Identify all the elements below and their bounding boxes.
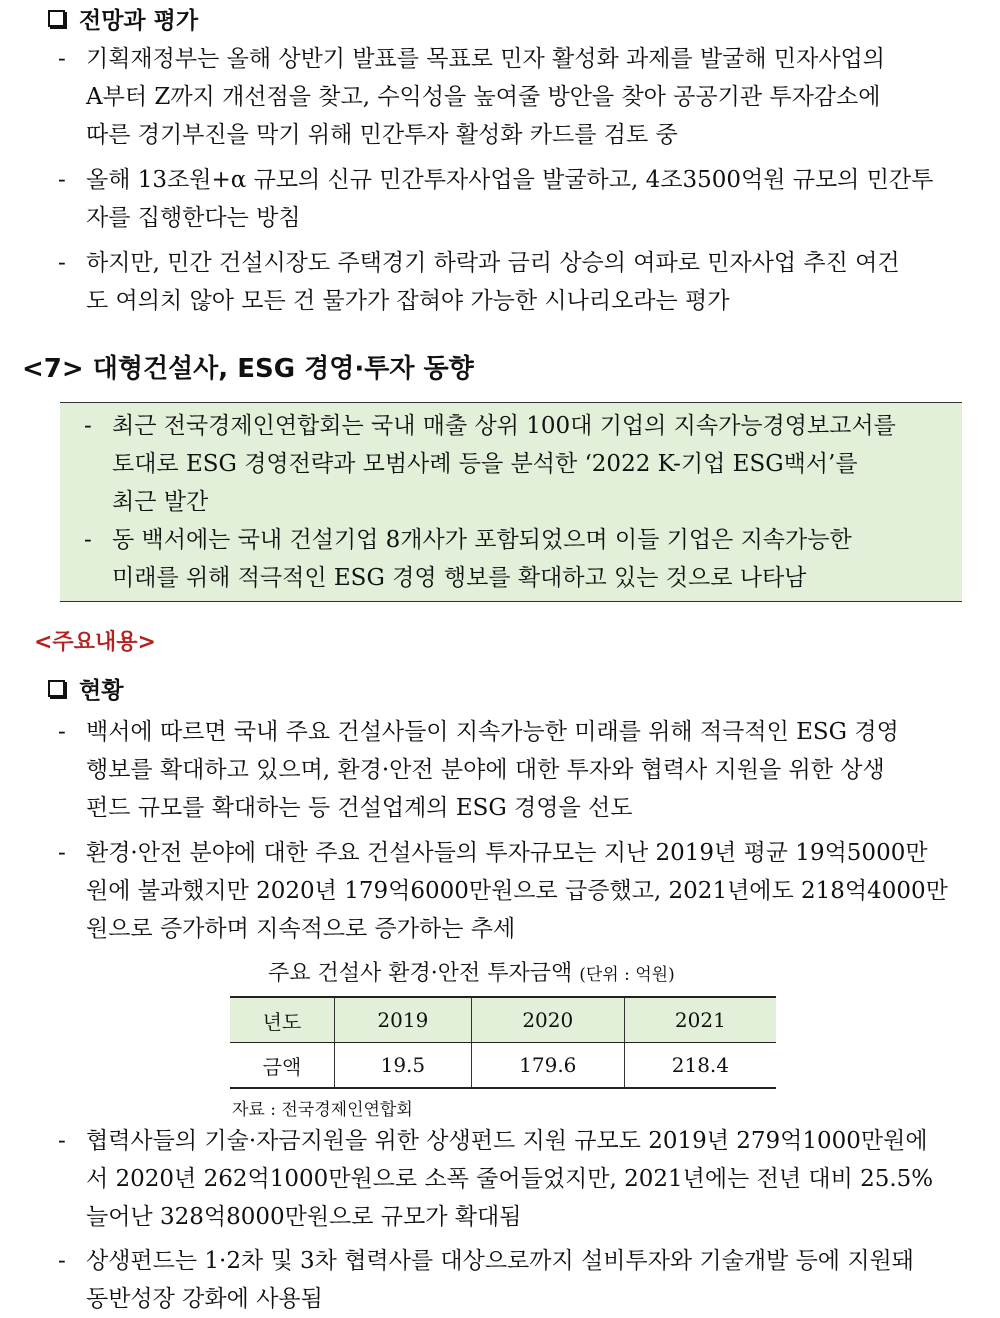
text-line: 원으로 증가하며 지속적으로 증가하는 추세 (86, 916, 516, 942)
text-line: 최근 전국경제인연합회는 국내 매출 상위 100대 기업의 지속가능경영보고서를 (112, 413, 896, 439)
table-caption-text: 주요 건설사 환경·안전 투자금액 (268, 961, 573, 986)
table-row (230, 1043, 776, 1089)
outlook-bullet-2: - 올해 13조원+α 규모의 신규 민간투자사업을 발굴하고, 4조3500억원 규모의 민간투 자를 집행한다는 방침 (58, 161, 933, 237)
table-unit: (단위 : 억원) (579, 965, 675, 985)
after-bullet-2: - 상생펀드는 1·2차 및 3차 협력사를 대상으로까지 설비투자와 기술개발 등에 지원돼 동반성장 강화에 사용됨 (58, 1242, 914, 1318)
text-line: 행보를 확대하고 있으며, 환경·안전 분야에 대한 투자와 협력사 지원을 위한 상생 (86, 757, 885, 783)
text-line: 서 2020년 262억1000만원으로 소폭 줄어들었지만, 2021년에는 전년 대비 25.5% (86, 1166, 934, 1192)
text-line: 토대로 ESG 경영전략과 모범사례 등을 분석한 ‘2022 K-기업 ESG백서’를 (112, 451, 858, 477)
outlook-bullet-3: - 하지만, 민간 건설시장도 주택경기 하락과 금리 상승의 여파로 민자사업 추진 여건 도 여의치 않아 모든 건 물가가 잡혀야 가능한 시나리오라는 평가 (58, 244, 900, 320)
text-line: 동 백서에는 국내 건설기업 8개사가 포함되었으며 이들 기업은 지속가능한 (112, 527, 852, 553)
status-bullet-1: - 백서에 따르면 국내 주요 건설사들이 지속가능한 미래를 위해 적극적인 ESG 경영 행보를 확대하고 있으며, 환경·안전 분야에 대한 투자와 협력사 지원을 위한 상생 펀드 규모를 확대하는 등 건설업계의 ESG 경영을 선도 (58, 713, 899, 827)
text-line: 최근 발간 (112, 489, 209, 515)
text-line: 백서에 따르면 국내 주요 건설사들이 지속가능한 미래를 위해 적극적인 ESG 경영 (86, 719, 899, 745)
text-line: 도 여의치 않아 모든 건 물가가 잡혀야 가능한 시나리오라는 평가 (86, 288, 730, 314)
text-line: 원에 불과했지만 2020년 179억6000만원으로 급증했고, 2021년에도 218억4000만 (86, 878, 948, 904)
checkbox-square-icon (48, 10, 65, 27)
checkbox-square-icon (48, 680, 65, 697)
text-line: 기획재정부는 올해 상반기 발표를 목표로 민자 활성화 과제를 발굴해 민자사업의 (86, 46, 885, 72)
table-source: 자료 : 전국경제인연합회 (232, 1100, 413, 1120)
investment-table (230, 996, 776, 1089)
table-header-row (230, 997, 776, 1043)
text-line: 동반성장 강화에 사용됨 (86, 1286, 323, 1312)
table-caption (268, 956, 675, 987)
text-line: 늘어난 328억8000만원으로 규모가 확대됨 (86, 1204, 522, 1230)
table-row-header: 년도 (230, 997, 334, 1043)
text-line: 따른 경기부진을 막기 위해 민간투자 활성화 카드를 검토 중 (86, 122, 678, 148)
text-line: 환경·안전 분야에 대한 주요 건설사들의 투자규모는 지난 2019년 평균 19억5000만 (86, 840, 928, 866)
text-line: 상생펀드는 1·2차 및 3차 협력사를 대상으로까지 설비투자와 기술개발 등에 지원돼 (86, 1248, 914, 1274)
table-value-label: 금액 (262, 1054, 302, 1079)
after-bullet-1: - 협력사들의 기술·자금지원을 위한 상생펀드 지원 규모도 2019년 279억1000만원에 서 2020년 262억1000만원으로 소폭 줄어들었지만, 2021년에는 전년 대비 25.5% 늘어난 328억8000만원으로 규모가 확대됨 (58, 1122, 933, 1236)
summary-box (60, 402, 962, 602)
text-line: 펀드 규모를 확대하는 등 건설업계의 ESG 경영을 선도 (86, 795, 633, 821)
section-title: <7> 대형건설사, ESG 경영·투자 동향 (22, 354, 474, 384)
main-content-label: <주요내용> (34, 630, 156, 655)
table-year-cell: 2020 (471, 997, 624, 1043)
text-line: 미래를 위해 적극적인 ESG 경영 행보를 확대하고 있는 것으로 나타남 (112, 565, 807, 591)
table-year-cell: 2019 (334, 997, 471, 1043)
table-value-cell: 179.6 (471, 1043, 624, 1089)
summary-bullet-2: - 동 백서에는 국내 건설기업 8개사가 포함되었으며 이들 기업은 지속가능한 미래를 위해 적극적인 ESG 경영 행보를 확대하고 있는 것으로 나타남 (84, 521, 962, 597)
text-line: 자를 집행한다는 방침 (86, 205, 301, 231)
table-year-cell: 2021 (624, 997, 776, 1043)
status-heading-text: 현황 (79, 678, 124, 704)
text-line: A부터 Z까지 개선점을 찾고, 수익성을 높여줄 방안을 찾아 공공기관 투자감소에 (86, 84, 881, 110)
text-line: 하지만, 민간 건설시장도 주택경기 하락과 금리 상승의 여파로 민자사업 추진 여건 (86, 250, 900, 276)
status-bullet-2: - 환경·안전 분야에 대한 주요 건설사들의 투자규모는 지난 2019년 평균 19억5000만 원에 불과했지만 2020년 179억6000만원으로 급증했고, 2021년에도 218억4000만 원으로 증가하며 지속적으로 증가하는 추세 (58, 834, 948, 948)
table-value-cell: 19.5 (334, 1043, 471, 1089)
table-value-cell: 218.4 (624, 1043, 776, 1089)
outlook-heading-text: 전망과 평가 (79, 8, 199, 34)
outlook-heading (48, 2, 198, 35)
summary-bullet-1: - 최근 전국경제인연합회는 국내 매출 상위 100대 기업의 지속가능경영보고서를 토대로 ESG 경영전략과 모범사례 등을 분석한 ‘2022 K-기업 ESG백서’를 최근 발간 (84, 407, 962, 521)
outlook-bullet-1: - 기획재정부는 올해 상반기 발표를 목표로 민자 활성화 과제를 발굴해 민자사업의 A부터 Z까지 개선점을 찾고, 수익성을 높여줄 방안을 찾아 공공기관 투자감소에 따른 경기부진을 막기 위해 민간투자 활성화 카드를 검토 중 (58, 40, 885, 154)
text-line: 올해 13조원+α 규모의 신규 민간투자사업을 발굴하고, 4조3500억원 규모의 민간투 (86, 167, 934, 193)
text-line: 협력사들의 기술·자금지원을 위한 상생펀드 지원 규모도 2019년 279억1000만원에 (86, 1128, 928, 1154)
status-heading (48, 672, 123, 705)
